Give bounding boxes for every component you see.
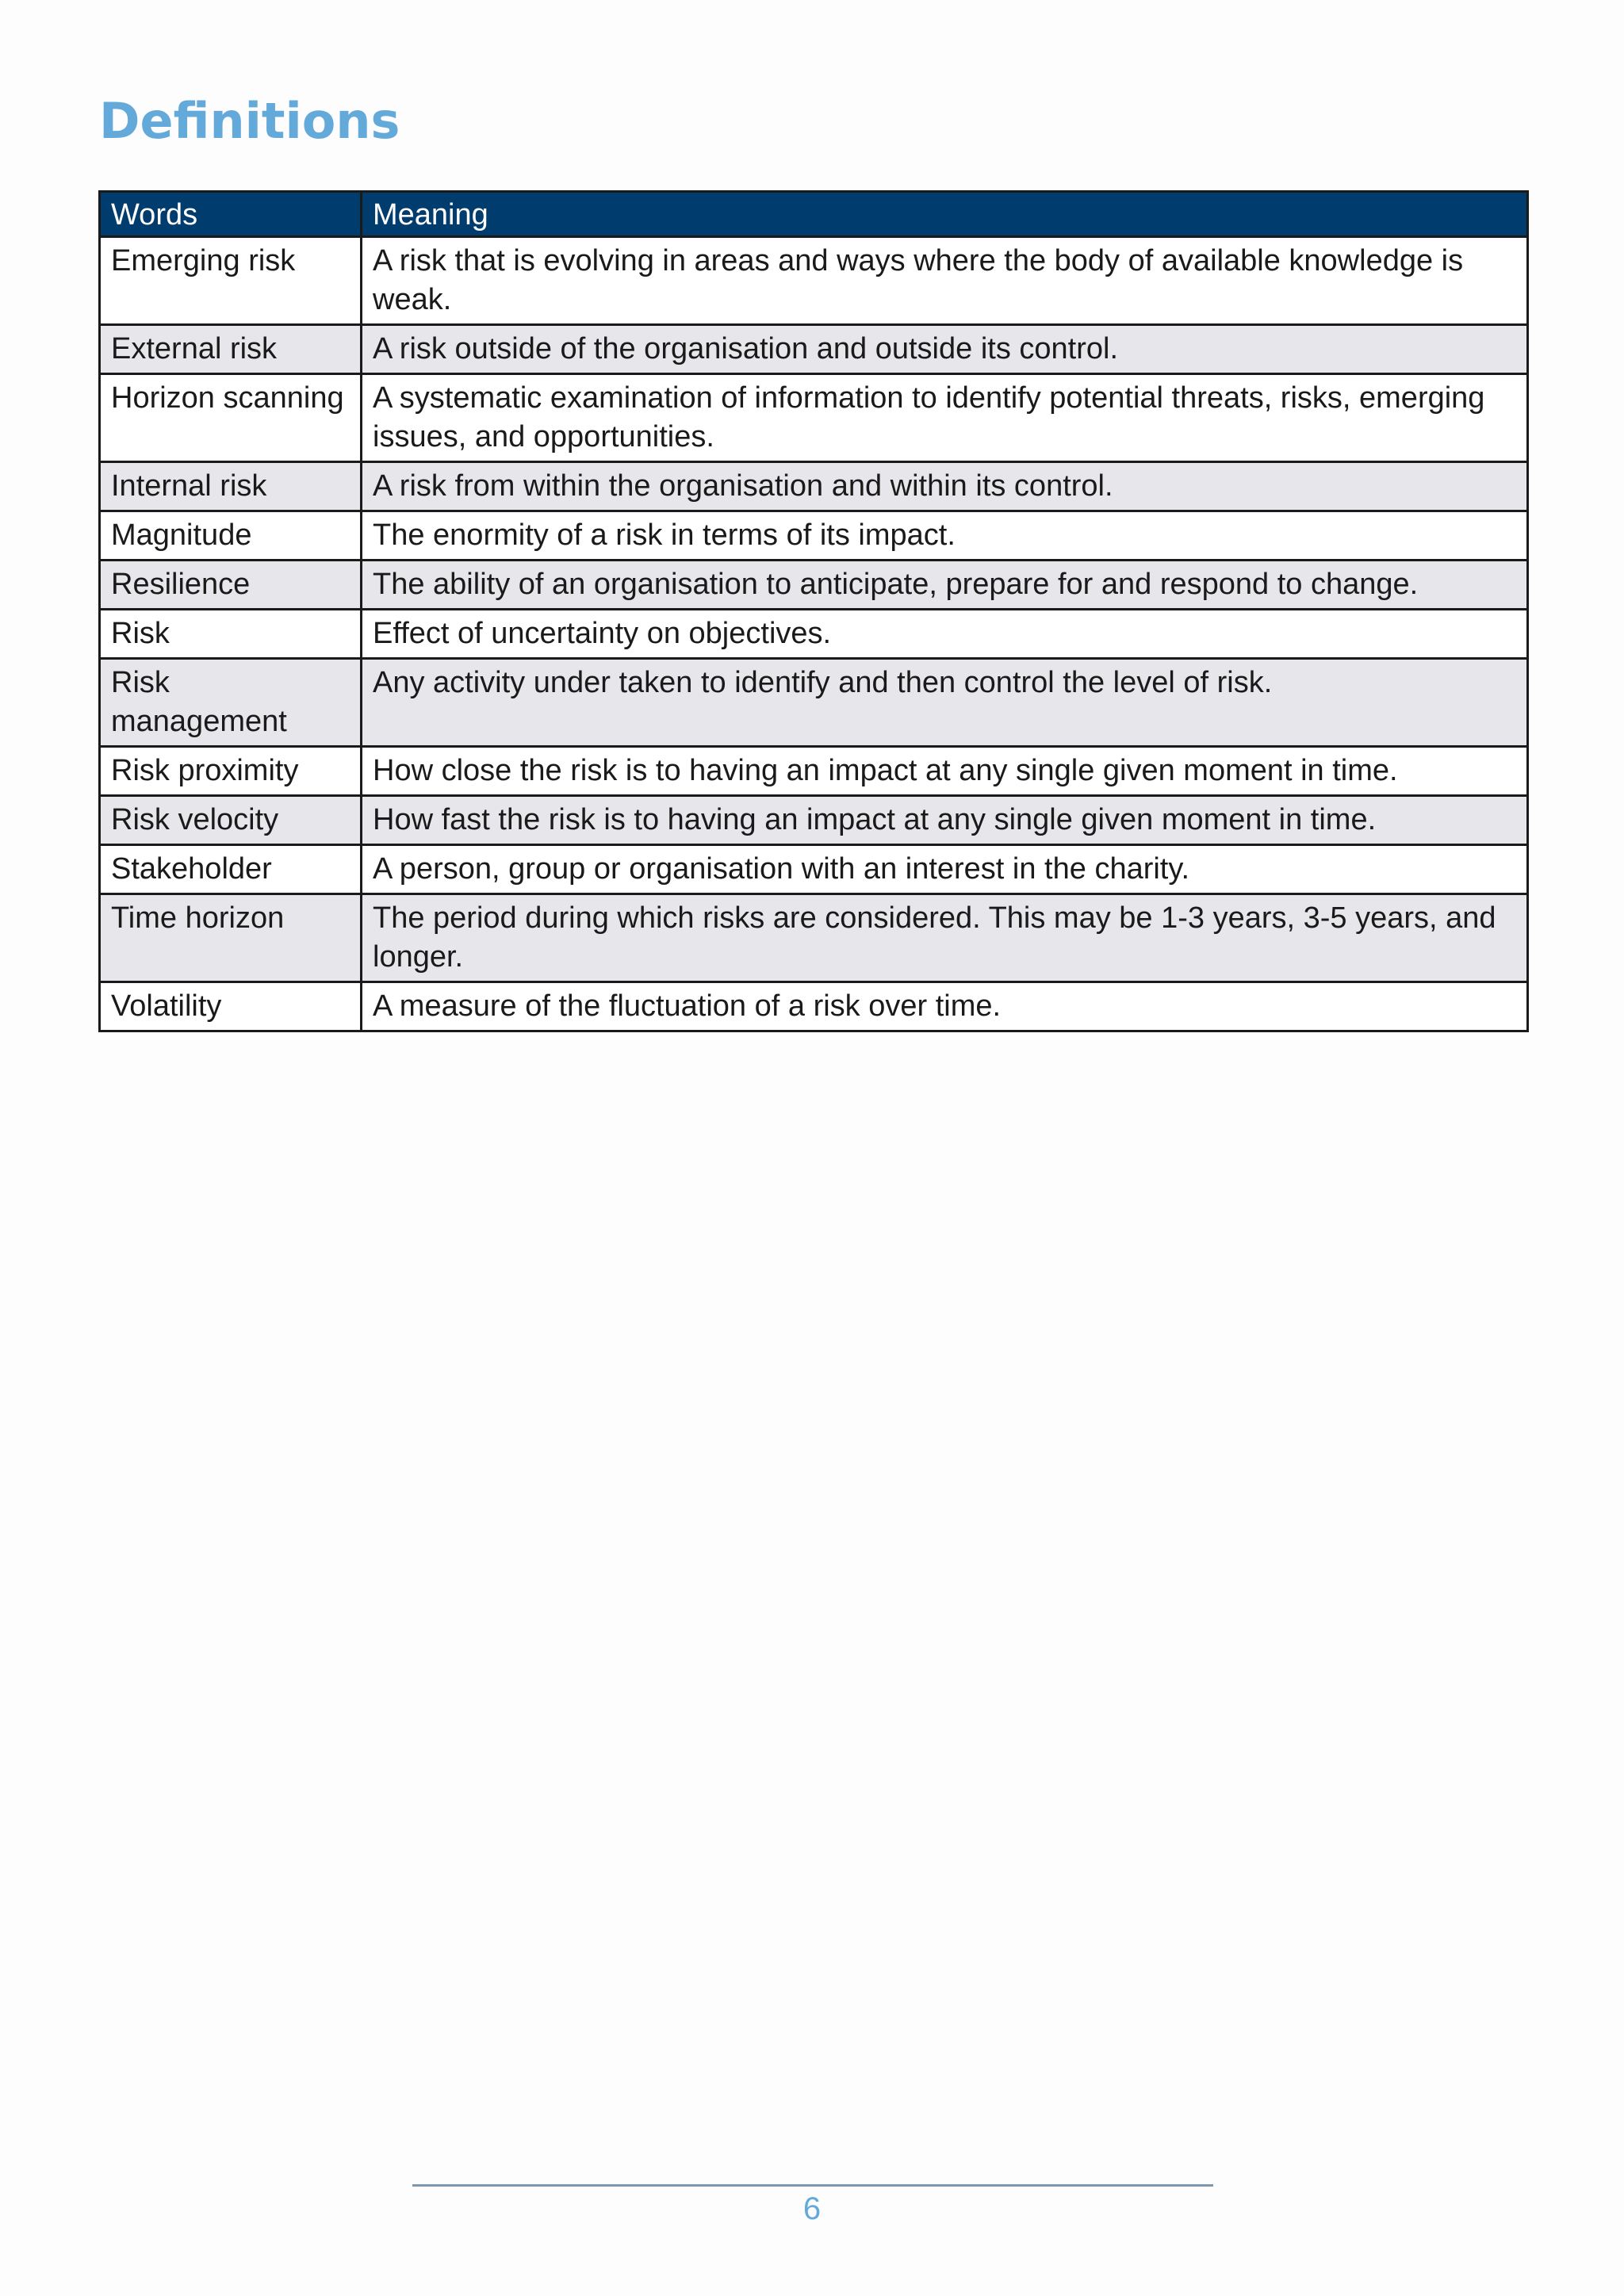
- header-row: [100, 192, 1528, 237]
- term-cell: Volatility: [100, 982, 362, 1031]
- meaning-cell: How fast the risk is to having an impact at any single given moment in time.: [362, 796, 1528, 845]
- table-row: [100, 237, 1528, 325]
- meaning-cell: A measure of the fluctuation of a risk over time.: [362, 982, 1528, 1031]
- meaning-cell: Any activity under taken to identify and then control the level of risk.: [362, 659, 1528, 747]
- table-row: [100, 659, 1528, 747]
- table-body: [100, 237, 1528, 1031]
- term-cell: Horizon scanning: [100, 374, 362, 462]
- table-row: [100, 374, 1528, 462]
- table-row: [100, 747, 1528, 796]
- term-cell: Internal risk: [100, 462, 362, 511]
- page-number: 6: [802, 2191, 822, 2226]
- term-cell: Risk velocity: [100, 796, 362, 845]
- term-cell: Risk: [100, 610, 362, 659]
- term-cell: Emerging risk: [100, 237, 362, 325]
- term-cell: Time horizon: [100, 894, 362, 982]
- table-row: [100, 511, 1528, 561]
- term-cell: Resilience: [100, 561, 362, 610]
- footer-divider: [412, 2184, 1213, 2187]
- meaning-cell: A risk that is evolving in areas and ways where the body of available knowledge is weak.: [362, 237, 1528, 325]
- table-row: [100, 982, 1528, 1031]
- column-header-words: Words: [100, 192, 362, 237]
- meaning-cell: A risk outside of the organisation and outside its control.: [362, 325, 1528, 374]
- meaning-cell: How close the risk is to having an impact at any single given moment in time.: [362, 747, 1528, 796]
- meaning-cell: The period during which risks are considered. This may be 1-3 years, 3-5 years, and longer.: [362, 894, 1528, 982]
- term-cell: Magnitude: [100, 511, 362, 561]
- meaning-cell: A person, group or organisation with an interest in the charity.: [362, 845, 1528, 894]
- table-header: [100, 192, 1528, 237]
- column-header-meaning: Meaning: [362, 192, 1528, 237]
- table-row: [100, 894, 1528, 982]
- meaning-cell: A risk from within the organisation and within its control.: [362, 462, 1528, 511]
- term-cell: Risk management: [100, 659, 362, 747]
- meaning-cell: A systematic examination of information to identify potential threats, risks, emerging issues, and opportunities.: [362, 374, 1528, 462]
- table-row: [100, 610, 1528, 659]
- meaning-cell: The ability of an organisation to anticipate, prepare for and respond to change.: [362, 561, 1528, 610]
- page-title: Definitions: [99, 92, 400, 150]
- meaning-cell: The enormity of a risk in terms of its impact.: [362, 511, 1528, 561]
- term-cell: Risk proximity: [100, 747, 362, 796]
- table-row: [100, 462, 1528, 511]
- table-row: [100, 796, 1528, 845]
- term-cell: Stakeholder: [100, 845, 362, 894]
- meaning-cell: Effect of uncertainty on objectives.: [362, 610, 1528, 659]
- table-row: [100, 325, 1528, 374]
- definitions-table: [98, 190, 1529, 1032]
- term-cell: External risk: [100, 325, 362, 374]
- table-row: [100, 845, 1528, 894]
- table-row: [100, 561, 1528, 610]
